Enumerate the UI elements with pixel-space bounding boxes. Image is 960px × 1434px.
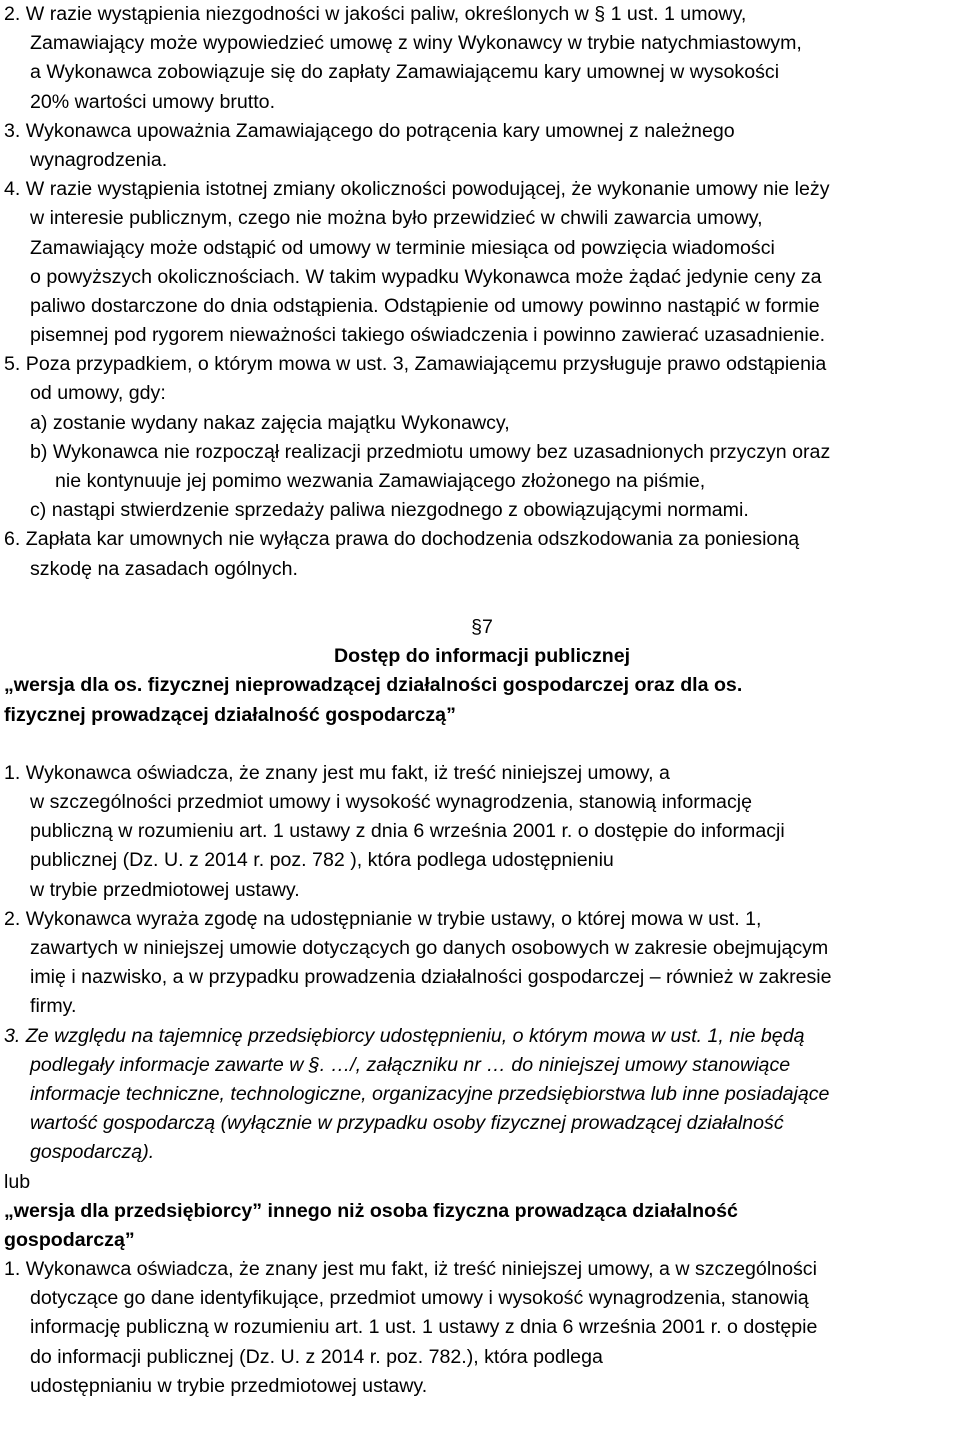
spacer [4,584,960,613]
text-line: o powyższych okolicznościach. W takim wypadku Wykonawca może żądać jedynie ceny za [30,265,822,288]
text-line: szkodę na zasadach ogólnych. [30,557,298,580]
text-line: zawartych w niniejszej umowie dotyczących go danych osobowych w zakresie obejmującym [30,937,829,959]
text-line: publiczną w rozumieniu art. 1 ustawy z dnia 6 września 2001 r. o dostępie do informacji [30,820,785,843]
text-line: a Wykonawca zobowiązuje się do zapłaty Zamawiającemu kary umownej w wysokości [30,61,780,84]
text-line: paliwo dostarczone do dnia odstąpienia. Odstąpienie od umowy powinno nastąpić w formie [30,294,820,317]
text-line: dotyczące go dane identyfikujące, przedmiot umowy i wysokość wynagrodzenia, stanowią [30,1287,809,1310]
text-line: informacje techniczne, technologiczne, organizacyjne przedsiębiorstwa lub inne posiadające [30,1082,830,1105]
variant-heading: „wersja dla przedsiębiorcy” innego niż osoba fizyczna prowadząca działalność [4,1199,738,1222]
text-line: w szczególności przedmiot umowy i wysokość wynagrodzenia, stanowią informację [30,791,753,814]
text-line: od umowy, gdy: [30,382,166,405]
text-line: 4. W razie wystąpienia istotnej zmiany okoliczności powodującej, że wykonanie umowy nie leży [4,178,830,201]
text-line: 20% wartości umowy brutto. [30,90,276,113]
text-line: wynagrodzenia. [30,148,168,171]
variant1-item-2 [4,905,960,1022]
text-line: 5. Poza przypadkiem, o którym mowa w ust. 3, Zamawiającemu przysługuje prawo odstąpienia [4,353,827,376]
list-item-a: a) zostanie wydany nakaz zajęcia majątku Wykonawcy, [30,411,510,434]
text-line: do informacji publicznej (Dz. U. z 2014 r. poz. 782.), która podlega [30,1345,603,1368]
text-line: 1. Wykonawca oświadcza, że znany jest mu fakt, iż treść niniejszej umowy, a w szczególności [4,1258,817,1281]
paragraph-3 [4,117,960,175]
text-line: 3. Wykonawca upoważnia Zamawiającego do potrącenia kary umownej z należnego [4,119,735,142]
variant-heading: gospodarczą” [4,1228,135,1251]
text-line: udostępnianiu w trybie przedmiotowej ustawy. [30,1374,428,1397]
paragraph-2 [4,0,960,117]
variant-heading: „wersja dla os. fizycznej nieprowadzącej działalności gospodarczej oraz dla os. [4,674,743,697]
spacer [4,730,960,759]
text-line: wartość gospodarczą (wyłącznie w przypadku osoby fizycznej prowadzącej działalność [30,1112,784,1135]
variant1-item-1 [4,759,960,905]
text-line: 2. Wykonawca wyraża zgodę na udostępnianie w trybie ustawy, o której mowa w ust. 1, [4,907,762,930]
text-line: podlegały informacje zawarte w §. …/, załączniku nr … do niniejszej umowy stanowiące [30,1053,791,1076]
text-line: 1. Wykonawca oświadcza, że znany jest mu fakt, iż treść niniejszej umowy, a [4,761,670,784]
paragraph-6 [4,525,960,583]
text-line: publicznej (Dz. U. z 2014 r. poz. 782 ), która podlega udostępnieniu [30,849,614,872]
text-line: informację publiczną w rozumieniu art. 1 ust. 1 ustawy z dnia 6 września 2001 r. o dostępie [30,1316,818,1339]
paragraph-4 [4,175,960,350]
variant2-item-1 [4,1255,960,1401]
text-line: gospodarczą). [30,1141,155,1164]
paragraph-5 [4,350,960,525]
text-line: Zamawiający może wypowiedzieć umowę z winy Wykonawcy w trybie natychmiastowym, [30,32,802,55]
section-number: §7 [471,615,493,638]
variant-heading: fizycznej prowadzącej działalność gospodarczą” [4,703,456,726]
text-line: 2. W razie wystąpienia niezgodności w jakości paliw, określonych w § 1 ust. 1 umowy, [4,3,747,25]
text-line: 3. Ze względu na tajemnicę przedsiębiorcy udostępnieniu, o którym mowa w ust. 1, nie będą [4,1024,805,1047]
section-title: Dostęp do informacji publicznej [333,645,631,668]
text-line: imię i nazwisko, a w przypadku prowadzenia działalności gospodarczej – również w zakresie [30,966,832,989]
variant1-item-3 [4,1022,960,1168]
text-line: 6. Zapłata kar umownych nie wyłącza prawa do dochodzenia odszkodowania za poniesioną [4,528,800,551]
text-line: w trybie przedmiotowej ustawy. [30,878,300,901]
text-line: firmy. [30,995,77,1018]
list-item-b-continuation: nie kontynuuje jej pomimo wezwania Zamawiającego złożonego na piśmie, [55,470,706,492]
or-separator: lub [4,1170,31,1193]
text-line: Zamawiający może odstąpić od umowy w terminie miesiąca od powzięcia wiadomości [30,236,775,259]
list-item-c: c) nastąpi stwierdzenie sprzedaży paliwa niezgodnego z obowiązującymi normami. [30,499,749,522]
text-line: pisemnej pod rygorem nieważności takiego oświadczenia i powinno zawierać uzasadnienie. [30,324,826,347]
list-item-b: b) Wykonawca nie rozpoczął realizacji przedmiotu umowy bez uzasadnionych przyczyn oraz [30,440,831,463]
text-line: w interesie publicznym, czego nie można było przewidzieć w chwili zawarcia umowy, [30,207,763,230]
